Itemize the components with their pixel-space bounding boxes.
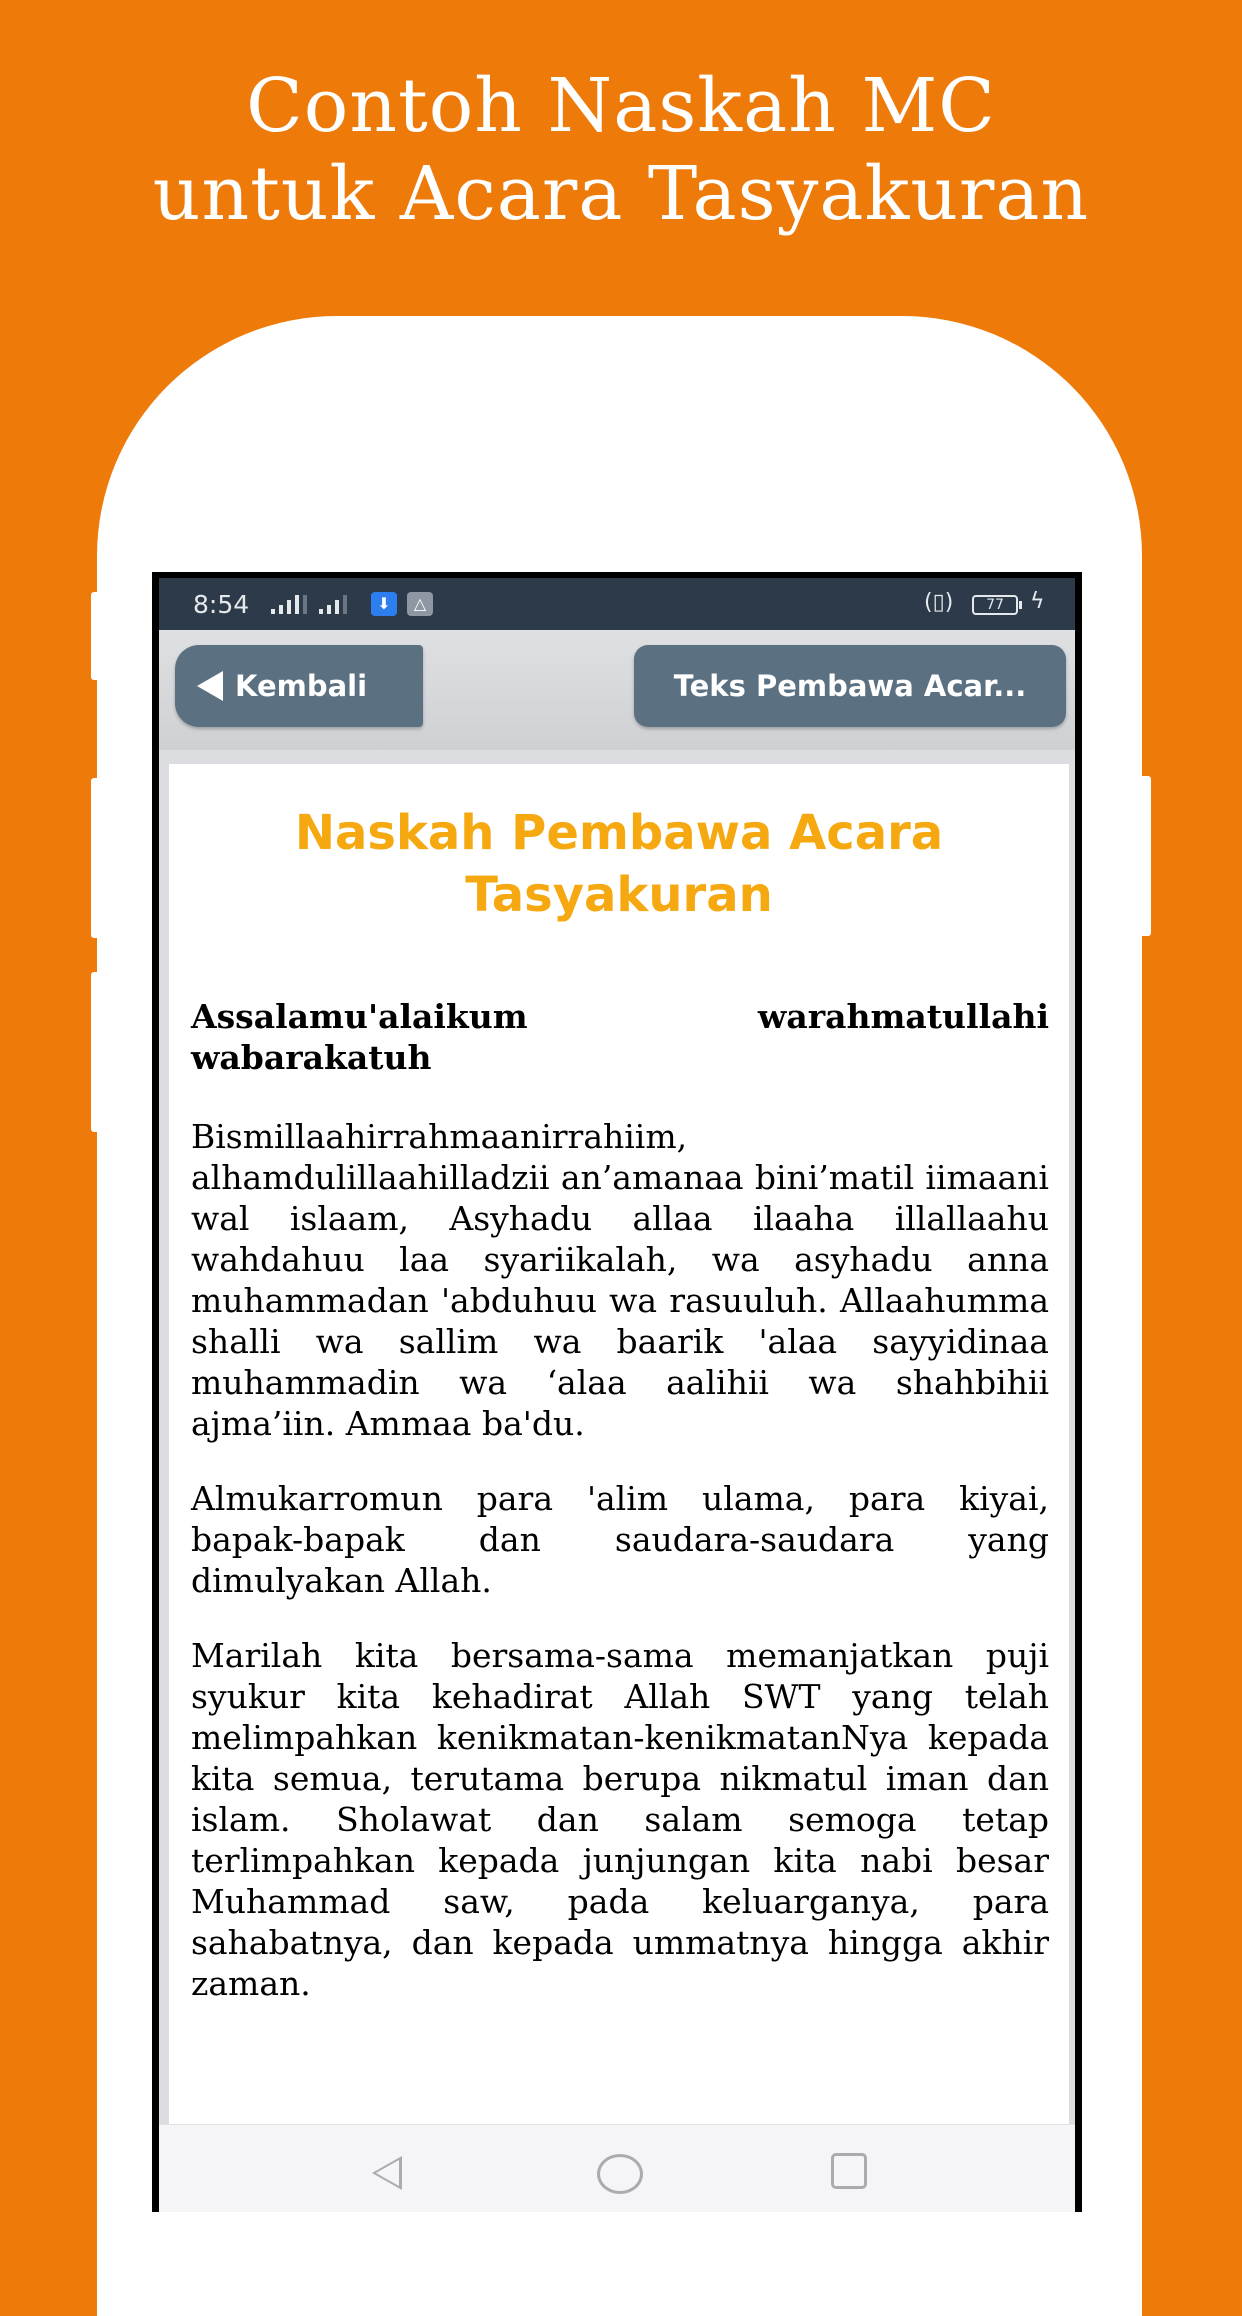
article-content[interactable] [169,764,1069,2124]
back-button[interactable] [175,645,423,727]
back-arrow-icon [197,671,223,701]
vibrate-icon: (▯) [924,590,954,615]
article-heading-line1: Naskah Pembawa Acara [294,805,944,861]
download-icon: ⬇ [371,592,397,616]
status-time: 8:54 [193,590,250,619]
body-paragraph: Bismillaahirrahmaanirrahiim, alhamdulillaahilladzii an’amanaa bini’matil iimaani wal islaam, Asyhadu allaa ilaaha illallaahu wahdahuu laa syariikalah, wa asyhadu anna muhammadan 'abduhuu wa rasuuluh. Allaahumma shalli wa sallim wa baarik 'alaa sayyidinaa muhammadin wa ‘alaa aalihii wa shahbihii ajma’iin. Ammaa ba'du. [191,1117,1049,1443]
body-paragraph: Almukarromun para 'alim ulama, para kiyai, bapak-bapak dan saudara-saudara yang dimulyakan Allah. [191,1479,1049,1600]
nav-back-icon[interactable] [372,2156,402,2190]
signal-icon [319,594,359,614]
app-screen [159,578,1075,2212]
charging-icon: ϟ [1030,589,1045,614]
phone-side-button [91,778,105,938]
article-body [191,996,1049,2038]
signal-icon [271,594,311,614]
nav-home-icon[interactable] [597,2154,643,2194]
device-screen [152,572,1082,2212]
battery-tip [1019,601,1022,609]
back-button-label: Kembali [235,669,368,703]
nav-recents-icon[interactable] [831,2153,867,2189]
promo-title-line1: Contoh Naskah MC [246,63,996,149]
system-nav-bar [159,2124,1075,2212]
battery-icon: 77 [972,595,1018,615]
greeting-paragraph: Assalamu'alaikum warahmatullahi wabarakatuh [191,997,1049,1077]
phone-side-button [1137,776,1151,936]
phone-side-button [91,592,105,680]
title-button[interactable]: Teks Pembawa Acar... [634,645,1066,727]
article-heading-line2: Tasyakuran [465,867,773,923]
body-paragraph: Marilah kita bersama-sama memanjatkan puji syukur kita kehadirat Allah SWT yang telah melimpahkan kenikmatan-kenikmatanNya kepada kita semua, terutama berupa nikmatul iman dan islam. Sholawat dan salam semoga tetap terlimpahkan kepada junjungan kita nabi besar Muhammad saw, pada keluarganya, para sahabatnya, dan kepada ummatnya hingga akhir zaman. [191,1636,1049,2003]
article-heading [169,802,1069,926]
phone-side-button [91,972,105,1132]
promo-title [0,62,1242,238]
drive-icon: △ [407,592,433,616]
app-toolbar [159,630,1075,750]
promo-title-line2: untuk Acara Tasyakuran [152,151,1090,237]
status-bar [159,578,1075,630]
